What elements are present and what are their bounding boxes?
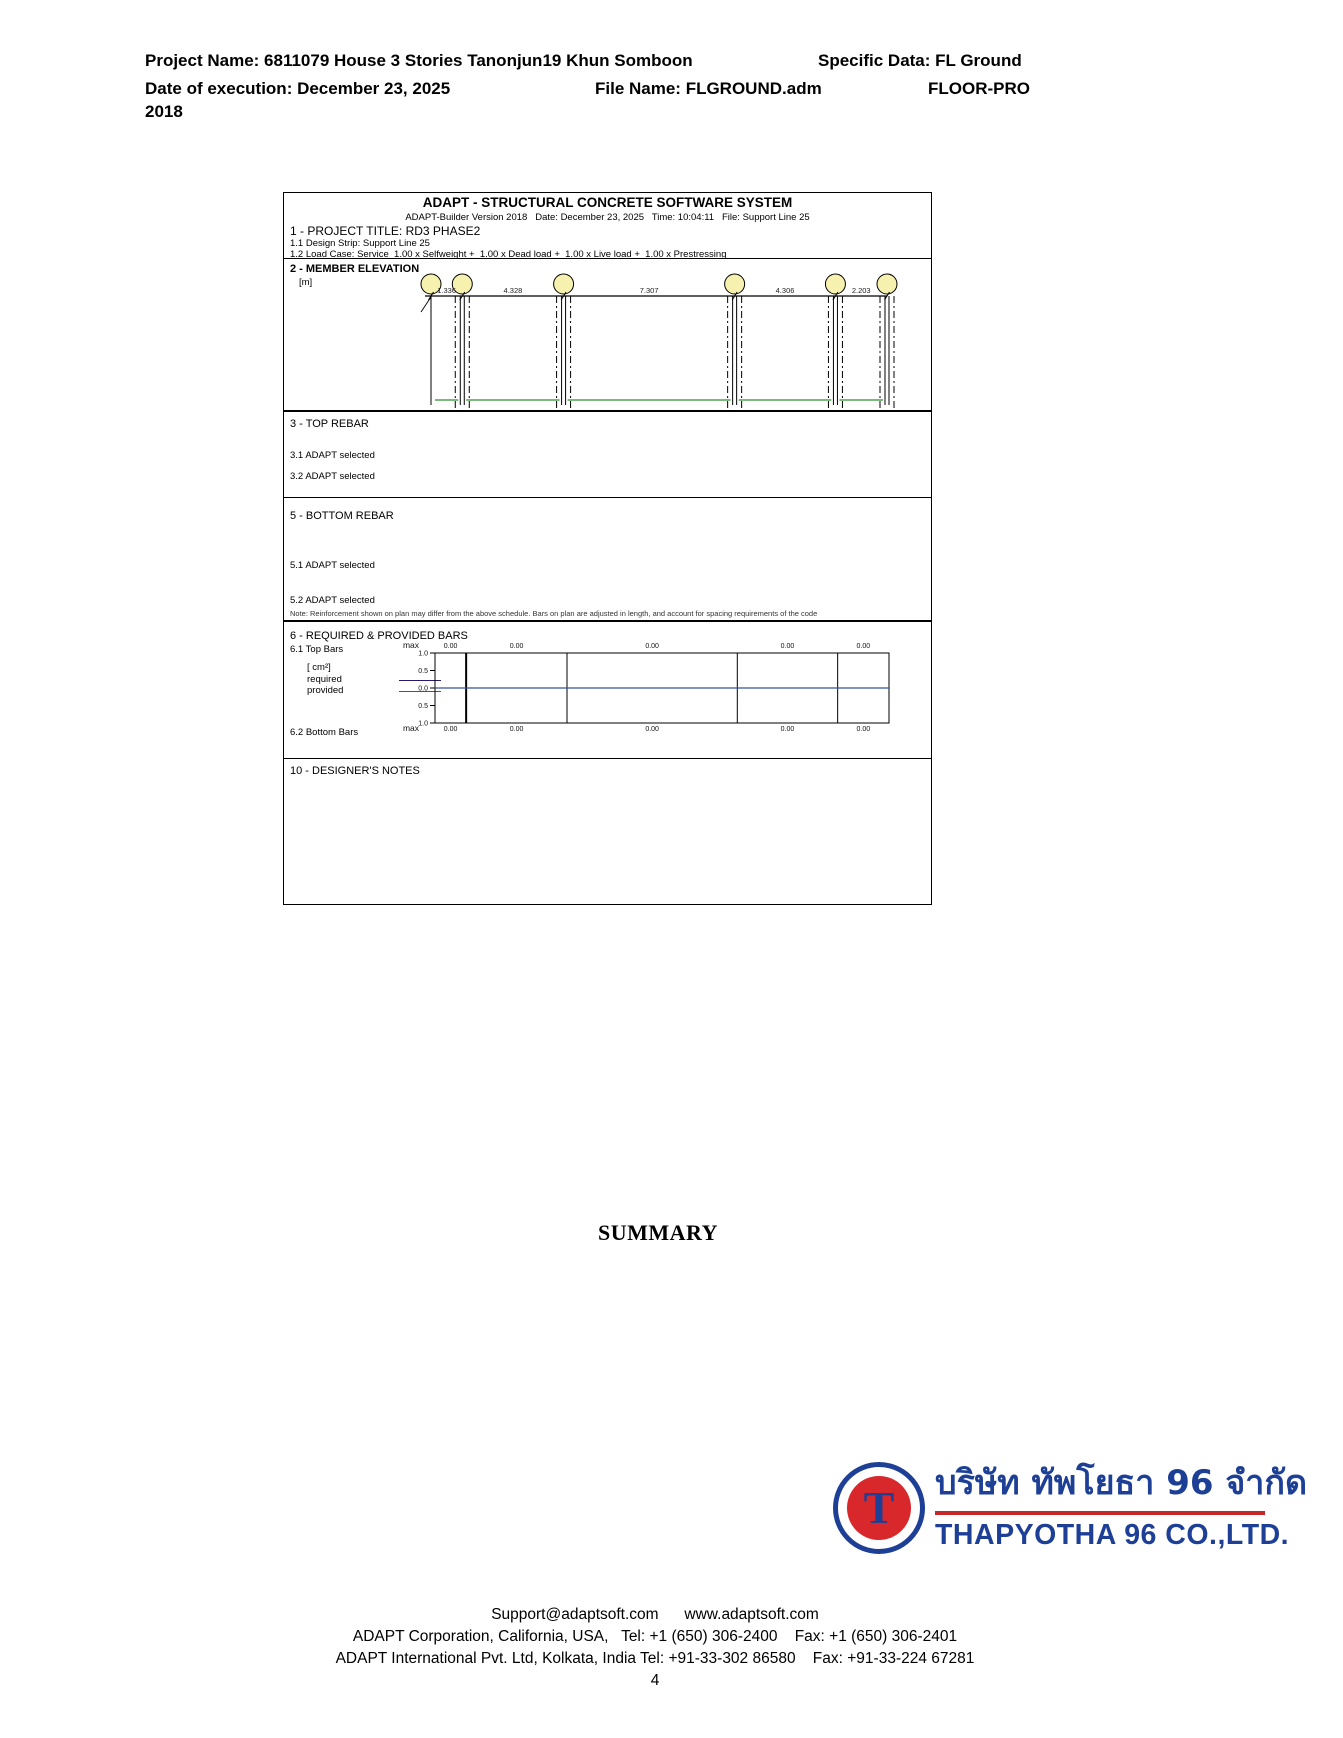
bottom-bars-label: 6.2 Bottom Bars <box>290 727 359 738</box>
footer-contact-line: ADAPT Corporation, California, USA, Tel: +1 (650) 306-2400 Fax: +1 (650) 306-2401 <box>352 1628 958 1645</box>
header-specific-data: Specific Data: FL Ground <box>818 51 1022 70</box>
bottom-rebar-note: Note: Reinforcement shown on plan may differ from the above schedule. Bars on plan are adjusted in length, and account for spacing requirements of the code <box>290 609 818 618</box>
bottom-rebar-item: 5.1 ADAPT selected <box>290 560 375 571</box>
svg-text:0.00: 0.00 <box>780 726 795 733</box>
adapt-report-box <box>283 192 932 905</box>
svg-text:0.00: 0.00 <box>509 726 524 733</box>
required-provided-bars-section <box>284 622 931 759</box>
load-case-line: 1.2 Load Case: Service 1.00 x Selfweight + 1.00 x Dead load + 1.00 x Live load + 1.00 x Prestressing <box>290 249 727 260</box>
svg-text:0.00: 0.00 <box>443 726 458 733</box>
logo-monogram: T <box>863 1482 895 1533</box>
footer-contact-line: ADAPT International Pvt. Ltd, Kolkata, India Tel: +91-33-302 86580 Fax: +91-33-224 67281 <box>335 1650 975 1667</box>
logo-emblem-red-circle <box>847 1476 911 1540</box>
svg-text:4.306: 4.306 <box>775 286 795 295</box>
logo-emblem-icon <box>833 1462 925 1554</box>
report-subtitle: ADAPT-Builder Version 2018 Date: December 23, 2025 Time: 10:04:11 File: Support Line 25 <box>405 212 810 223</box>
project-title-line: 1 - PROJECT TITLE: RD3 PHASE2 <box>290 224 481 238</box>
top-rebar-heading: 3 - TOP REBAR <box>290 418 369 430</box>
top-rebar-section <box>284 412 931 498</box>
report-title: ADAPT - STRUCTURAL CONCRETE SOFTWARE SYSTEM <box>422 195 793 210</box>
svg-text:7.307: 7.307 <box>639 286 659 295</box>
svg-text:1.0: 1.0 <box>418 720 428 728</box>
svg-text:0.00: 0.00 <box>645 726 659 733</box>
header-date-of-execution: Date of execution: December 23, 2025 <box>145 79 451 98</box>
bottom-rebar-section <box>284 498 931 622</box>
design-strip-line: 1.1 Design Strip: Support Line 25 <box>290 238 430 249</box>
legend-required-label: required <box>307 674 342 685</box>
legend-provided-label: provided <box>307 685 344 696</box>
svg-text:max: max <box>402 723 419 733</box>
svg-text:0.00: 0.00 <box>509 643 524 650</box>
svg-text:0.00: 0.00 <box>443 643 458 650</box>
svg-text:max: max <box>402 640 419 650</box>
member-elevation-section <box>284 259 931 412</box>
header-file-name: File Name: FLGROUND.adm <box>595 79 822 98</box>
svg-text:4.328: 4.328 <box>503 286 523 295</box>
svg-text:0.0: 0.0 <box>418 685 428 693</box>
svg-text:1.336: 1.336 <box>437 286 457 295</box>
member-elevation-units: [m] <box>299 277 313 288</box>
svg-text:0.5: 0.5 <box>418 668 428 675</box>
top-rebar-item: 3.1 ADAPT selected <box>290 450 375 461</box>
footer-contact-line: Support@adaptsoft.com www.adaptsoft.com <box>491 1606 819 1623</box>
top-rebar-item: 3.2 ADAPT selected <box>290 471 375 482</box>
company-logo <box>833 1458 1308 1570</box>
svg-text:0.5: 0.5 <box>418 703 428 710</box>
bottom-rebar-item: 5.2 ADAPT selected <box>290 595 375 606</box>
svg-text:0.00: 0.00 <box>645 643 659 650</box>
company-name-english: THAPYOTHA 96 CO.,LTD. <box>935 1519 1290 1551</box>
header-program-year: 2018 <box>145 102 183 121</box>
designers-notes-section <box>284 759 931 904</box>
header-program-name: FLOOR-PRO <box>928 79 1030 98</box>
bottom-rebar-heading: 5 - BOTTOM REBAR <box>290 510 394 522</box>
svg-text:0.00: 0.00 <box>780 643 795 650</box>
svg-text:0.00: 0.00 <box>856 726 871 733</box>
company-name-thai: บริษัท ทัพโยธา 96 จำกัด <box>935 1463 1308 1503</box>
svg-text:1.0: 1.0 <box>418 650 428 658</box>
logo-red-underline <box>935 1511 1265 1515</box>
svg-text:0.00: 0.00 <box>856 643 871 650</box>
designers-notes-heading: 10 - DESIGNER'S NOTES <box>290 765 420 777</box>
bars-heading: 6 - REQUIRED & PROVIDED BARS <box>290 630 468 642</box>
top-bars-label: 6.1 Top Bars <box>290 644 344 655</box>
header-project-name: Project Name: 6811079 House 3 Stories Tanonjun19 Khun Somboon <box>145 51 693 70</box>
page-number: 4 <box>650 1672 660 1689</box>
logo-text-block <box>935 1458 1308 1552</box>
bars-units-label: [ cm²] <box>307 662 331 673</box>
member-elevation-heading: 2 - MEMBER ELEVATION <box>290 263 420 275</box>
svg-text:2.203: 2.203 <box>851 286 871 295</box>
member-elevation-diagram <box>284 259 931 412</box>
report-title-block <box>284 193 931 259</box>
required-provided-bars-chart <box>284 622 931 759</box>
summary-heading: SUMMARY <box>597 1220 719 1245</box>
